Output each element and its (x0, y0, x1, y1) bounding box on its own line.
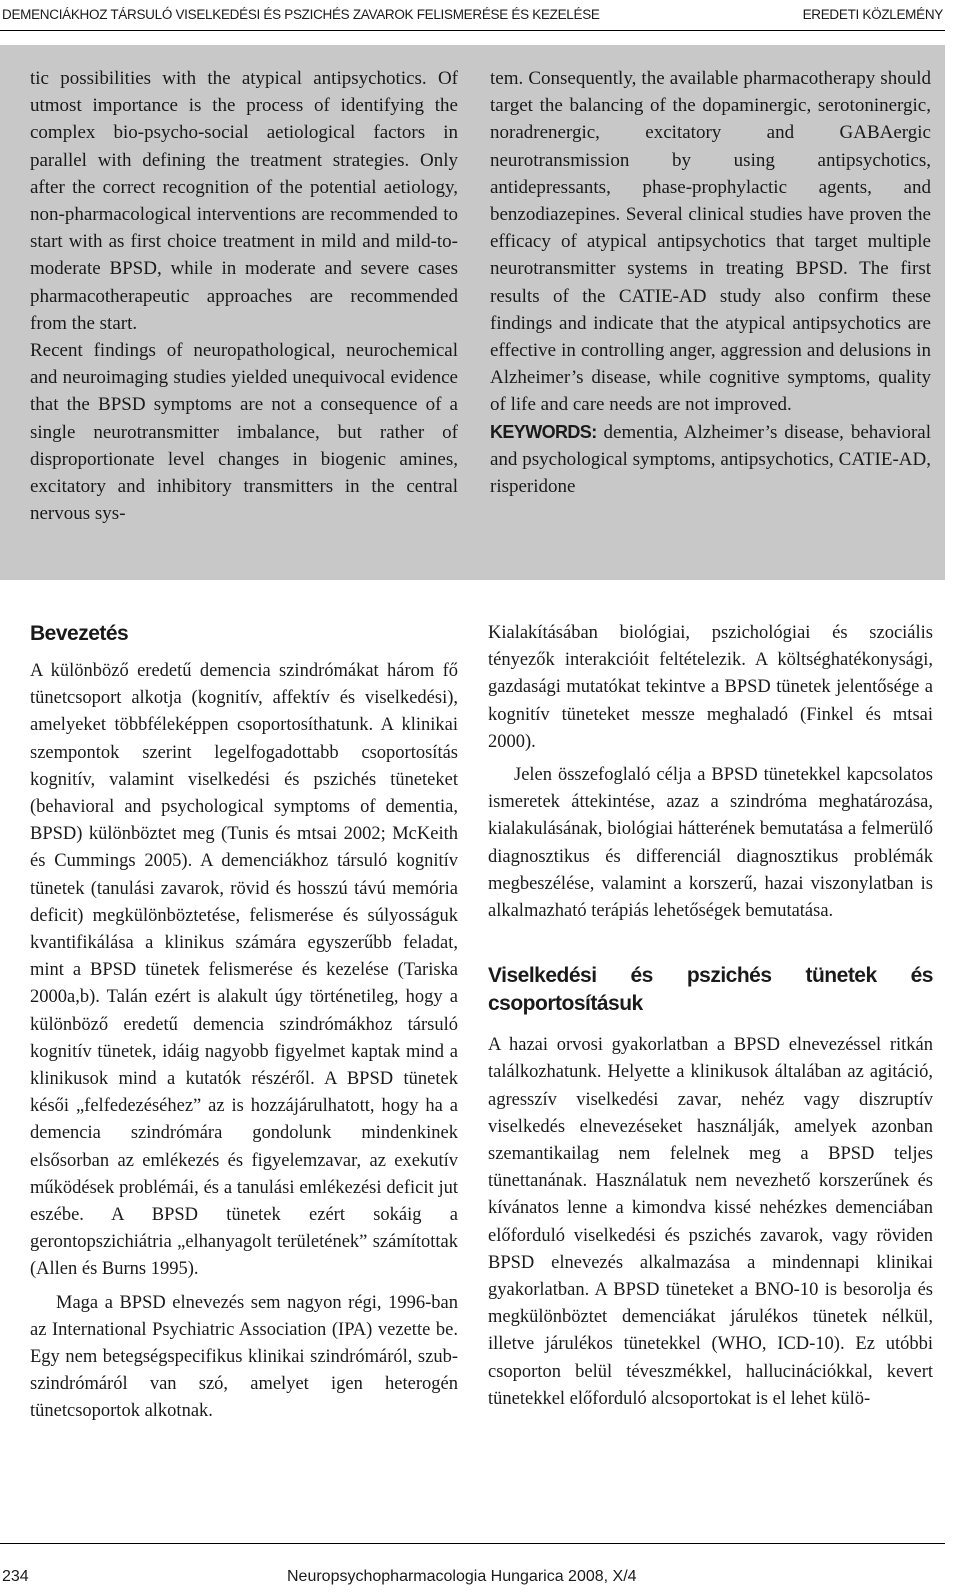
abstract-paragraph: Recent findings of neuropathological, neurochemical and neuroimaging studies yielded unequivocal evidence that the BPSD symptoms are not a consequence of a single neurotransmitter imbalance, but rather of disproportionate level changes in biogenic amines, excitatory and inhibitory transmitters in the central nervous sys- (30, 340, 458, 525)
keywords-paragraph (490, 419, 931, 501)
body-paragraph: A különböző eredetű demencia szindrómákat három fő tünetcsoport alkotja (kognitív, affektív és viselkedési), amelyeket többféleképpen csoportosíthatunk. A klinikai szempontok szerint legelfogadottabb csoportosítás kognitív, valamint viselkedési és pszichés tüneteket (behavioral and psychological symptoms of dementia, BPSD) különböztet meg (Tunis és mtsai 2002; McKeith és Cummings 2005). A demenciákhoz társuló kognitív tünetek (tanulási zavarok, rövid és hosszú távú memória deficit) megkülönböztetése, felismerése és súlyosságuk kvantifikálása a klinikus számára egyszerűbb feladat, mint a BPSD tünetek felismerése és kezelése (Tariska 2000a,b). Talán ezért is alakult úgy történetileg, hogy a különböző eredetű demencia szindrómákhoz társuló kognitív tünetek, idáig nagyobb figyelmet kaptak mind a klinikusok mind a kutatók részéről. A BPSD tünetek késői „felfedezéséhez” az is hozzájárulhatott, hogy ha a demencia szindrómára gondolunk mindenkinek elsősorban az emlékezés és figyelemzavar, az exekutív működések problémái, és a tanulási emlékezési deficit jut eszébe. A BPSD tünetek ezért sokáig a gerontopszichiátria „elhanyagolt területének” számítottak (Allen és Burns 1995). (30, 661, 458, 1280)
page-number: 234 (2, 1568, 29, 1585)
abstract-paragraph: tem. Consequently, the available pharmacotherapy should target the balancing of the dopaminergic, serotoninergic, noradrenergic, excitatory and GABAergic neurotransmission by using antipsychotics, antidepressants, phase-prophylactic agents, and benzodiazepines. Several clinical studies have proven the efficacy of atypical antipsychotics that target multiple neurotransmitter systems in treating BPSD. The first results of the CATIE-AD study also confirm these findings and indicate that the atypical antipsychotics are effective in controlling anger, aggression and delusions in Alzheimer’s disease, while cognitive symptoms, quality of life and care needs are not improved. (490, 68, 931, 416)
english-abstract-box (0, 45, 945, 580)
abstract-right-column (490, 65, 931, 500)
body-paragraph: Kialakításában biológiai, pszichológiai és szociális tényezők interakcióit feltételezik. A költséghatékonysági, gazdasági mutatókat tekintve a BPSD tünetek jelentősége a kognitív tüneteket messze meghaladó (Finkel és mtsai 2000). (488, 623, 933, 752)
body-left-column (30, 620, 458, 1426)
abstract-left-column (30, 65, 458, 527)
body-paragraph: Maga a BPSD elnevezés sem nagyon régi, 1996-ban az International Psychiatric Association (IPA) vezette be. Egy nem betegségspecifikus klinikai szindrómáról, szub-szindrómáról van szó, amelyet igen heterogén tünetcsoportok alkotnak. (30, 1292, 458, 1422)
section-heading-symptoms: Viselkedési és pszichés tünetek és csoportosításuk (488, 964, 933, 1016)
page-footer (0, 1543, 945, 1584)
abstract-paragraph: tic possibilities with the atypical antipsychotics. Of utmost importance is the process of identifying the complex bio-psycho-social aetiological factors in parallel with defining the treatment strategies. Only after the correct recognition of the potential aetiology, non-pharmacological interventions are recommended to start with as first choice treatment in mild and mild-to-moderate BPSD, while in moderate and severe cases pharmacotherapeutic approaches are recommended from the start. (30, 68, 458, 334)
keywords-text: dementia, Alzheimer’s disease, behavioral and psychological symptoms, antipsychotics, CATIE-AD, risperidone (490, 421, 931, 498)
body-right-column (488, 620, 933, 1413)
section-heading-introduction: Bevezetés (30, 622, 129, 645)
article-type-label: EREDETI KÖZLEMÉNY (802, 7, 943, 22)
running-header (0, 0, 945, 31)
body-paragraph: A hazai orvosi gyakorlatban a BPSD elnevezéssel ritkán találkozhatunk. Helyette a klinikusok általában az agitáció, agresszív viselkedési zavar, nehéz vagy diszruptív viselkedés elnevezéseket használják, amelyek azonban szemantikailag nem felelnek meg a BPSD teljes tünettanának. Használatuk nem nevezhető korszerűnek és kívánatos lenne a kimondva kissé nehézkes demenciában előforduló viselkedési és pszichés zavarok, vagy röviden BPSD elnevezés alkalmazása a mindennapi klinikai gyakorlatban. A BPSD tüneteket a BNO-10 is besorolja és megkülönböztet demenciákat járulékos tünetek nélkül, illetve járulékos tünetekkel (WHO, ICD-10). Ez utóbbi csoporton belül téveszmékkel, hallucinációkkal, kevert tünetekkel előforduló alcsoportokat is el lehet külö- (488, 1035, 933, 1409)
keywords-label: KEYWORDS: (490, 421, 597, 442)
body-paragraph: Jelen összefoglaló célja a BPSD tünetekkel kapcsolatos ismeretek áttekintése, azaz a szindróma meghatározása, kialakulásának, biológiai hátterének bemutatása a felmerülő diagnosztikus és differenciál diagnosztikus problémák megbeszélése, valamint a korszerű, hazai viszonylatban is alkalmazható terápiás lehetőségek bemutatása. (488, 765, 933, 922)
journal-citation: Neuropsychopharmacologia Hungarica 2008, X/4 (287, 1568, 637, 1585)
running-title: DEMENCIÁKHOZ TÁRSULÓ VISELKEDÉSI ÉS PSZICHÉS ZAVAROK FELISMERÉSE ÉS KEZELÉSE (2, 7, 600, 22)
